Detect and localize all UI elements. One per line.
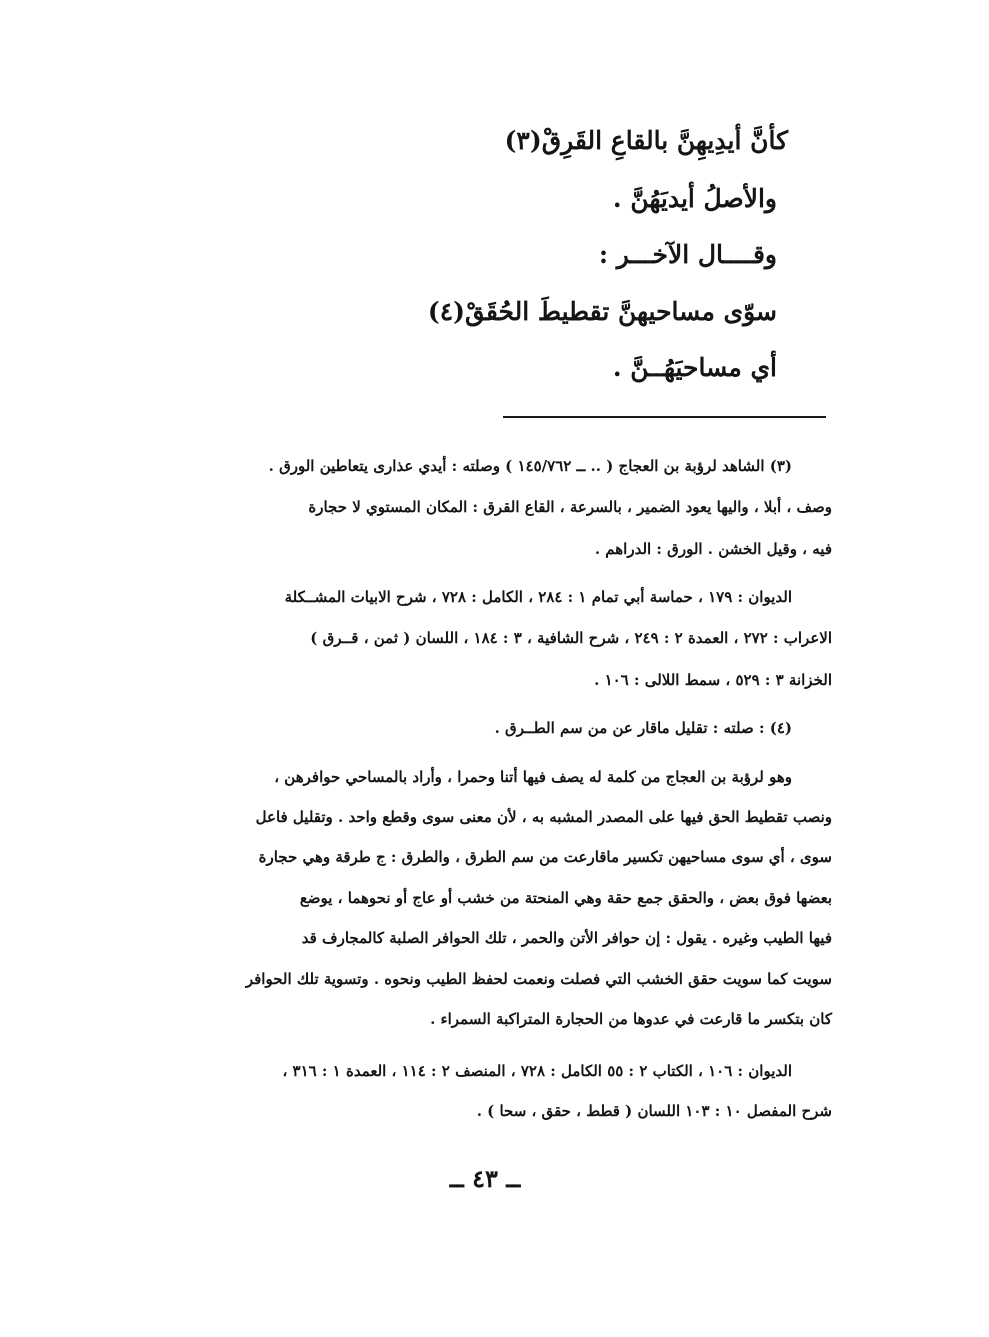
verse-line: سوّى مساحيهنَّ تقطيطَ الحُقَقْ(٤): [427, 297, 777, 326]
footnote-line: وهو لرؤبة بن العجاج من كلمة له يصف فيها أتنا وحمرا ، وأراد بالمساحي حوافرهن ،: [274, 768, 792, 786]
footnote-line: فيها الطيب وغيره . يقول : إن حوافر الأتن والحمر ، تلك الحوافر الصلبة كالمجارف قد: [301, 929, 832, 947]
footnote-line: الاعراب : ٢٧٢ ، العمدة ٢ : ٢٤٩ ، شرح الشافية ، ٣ : ١٨٤ ، اللسان ( ثمن ، قــرق ): [310, 629, 832, 647]
page-number: ــ ٤٣ ــ: [449, 1164, 521, 1193]
verse-line: والأصلُ أيديَهُنَّ .: [612, 184, 777, 213]
footnote-line: (٤) : صلته : تقليل ماقار عن من سم الطــرق .: [494, 719, 792, 737]
footnote-line: سوى ، أي سوى مساحيهن تكسير ماقارعت من سم الطرق ، والطرق : ج طرقة وهي حجارة: [258, 848, 832, 866]
footnote-line: الديوان : ١٠٦ ، الكتاب ٢ : ٥٥ الكامل : ٧٢٨ ، المنصف ٢ : ١١٤ ، العمدة ١ : ٣١٦ ،: [282, 1062, 792, 1080]
footnote-line: كان بتكسر ما قارعت في عدوها من الحجارة المتراكبة السمراء .: [430, 1010, 832, 1028]
footnote-line: الديوان : ١٧٩ ، حماسة أبي تمام ١ : ٢٨٤ ، الكامل : ٧٢٨ ، شرح الابيات المشــكلة: [284, 588, 792, 606]
footnote-line: سويت كما سويت حقق الخشب التي فصلت ونعمت لحفظ الطيب ونحوه . وتسوية تلك الحوافر: [245, 970, 832, 988]
verse-line: كأنَّ أيدِيهِنَّ بالقاعِ القَرِقْ(٣): [504, 126, 788, 155]
footnote-line: ونصب تقطيط الحق فيها على المصدر المشبه به ، لأن معنى سوى وقطع واحد . وتقليل فاعل: [255, 808, 832, 826]
footnote-line: بعضها فوق بعض ، والحقق جمع حقة وهي المنحتة من خشب أو عاج أو نحوهما ، يوضع: [299, 889, 832, 907]
footnote-line: وصف ، أبلا ، واليها يعود الضمير ، بالسرعة ، القاع القرق : المكان المستوي لا حجارة: [308, 498, 832, 516]
footnote-separator: [503, 416, 826, 418]
footnote-line: (٣) الشاهد لرؤبة بن العجاج ( .. ــ ١٤٥/٧٦٢ ) وصلته : أيدي عذارى يتعاطين الورق .: [268, 457, 792, 475]
verse-line: وقــــال الآخـــر :: [598, 240, 777, 269]
footnote-line: فيه ، وقيل الخشن . الورق : الدراهم .: [594, 540, 832, 558]
footnote-line: شرح المفصل ١٠ : ١٠٣ اللسان ( قطط ، حقق ، سحا ) .: [476, 1102, 832, 1120]
footnote-line: الخزانة ٣ : ٥٢٩ ، سمط اللالى : ١٠٦ .: [594, 671, 832, 689]
verse-line: أي مساحيَهُــنَّ .: [612, 353, 777, 382]
